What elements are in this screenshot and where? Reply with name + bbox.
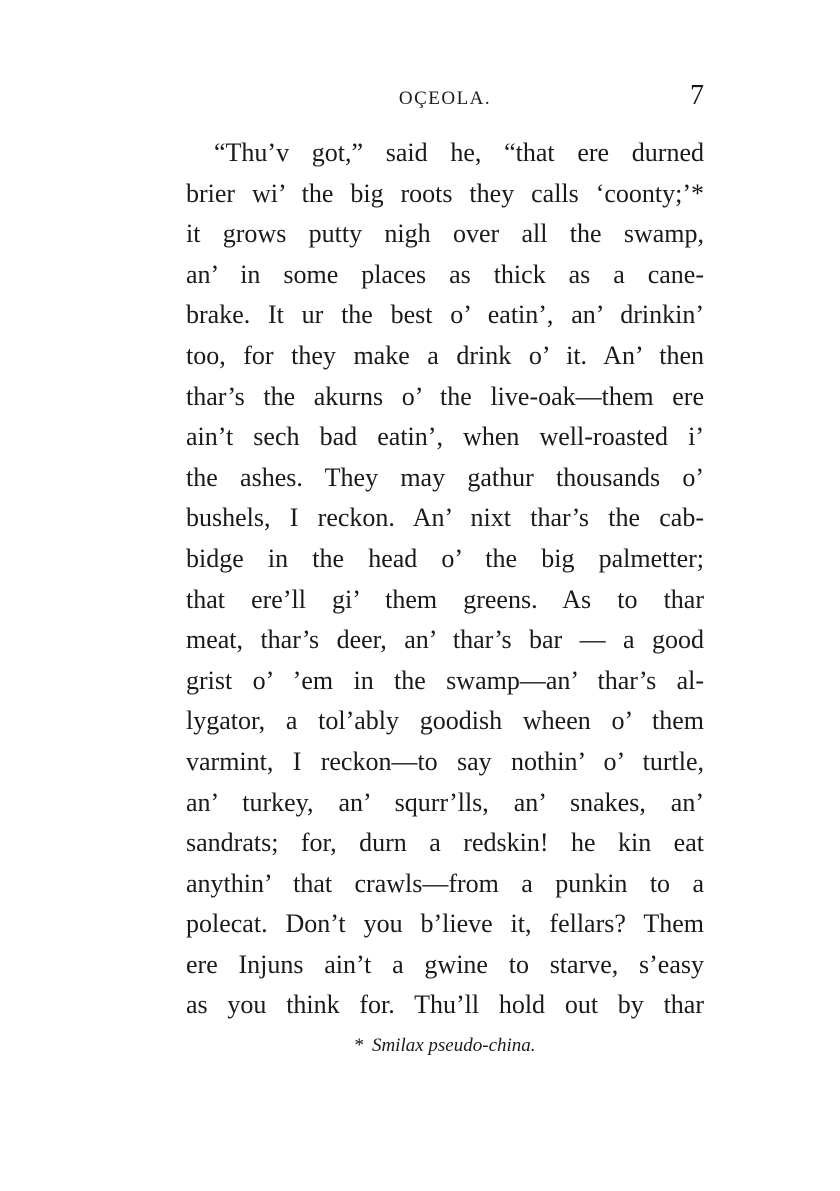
text-line: meat, thar’s deer, an’ thar’s bar — a good	[186, 625, 704, 655]
footnote-text: Smilax pseudo-china.	[371, 1035, 536, 1056]
text-line: an’ in some places as thick as a cane-	[186, 259, 704, 289]
page-number: 7	[690, 80, 704, 111]
text-line: too, for they make a drink o’ it. An’ then	[186, 340, 704, 370]
text-line: thar’s the akurns o’ the live-oak—them ere	[186, 381, 704, 411]
text-line: as you think for. Thu’ll hold out by thar	[186, 990, 704, 1020]
text-line: brier wi’ the big roots they calls ‘coonty;’*	[186, 178, 704, 208]
text-line: bushels, I reckon. An’ nixt thar’s the cab-	[186, 503, 704, 533]
page-header	[186, 80, 704, 116]
text-line: varmint, I reckon—to say nothin’ o’ turtle,	[186, 746, 704, 776]
text-line: lygator, a tol’ably goodish wheen o’ them	[186, 706, 704, 736]
text-line: polecat. Don’t you b’lieve it, fellars? Them	[186, 909, 704, 939]
text-line: sandrats; for, durn a redskin! he kin eat	[186, 828, 704, 858]
text-line: an’ turkey, an’ squrr’lls, an’ snakes, an’	[186, 787, 704, 817]
text-line: “Thu’v got,” said he, “that ere durned	[214, 138, 704, 167]
text-line: ere Injuns ain’t a gwine to starve, s’easy	[186, 949, 704, 979]
text-line: it grows putty nigh over all the swamp,	[186, 219, 704, 249]
text-line: anythin’ that crawls—from a punkin to a	[186, 868, 704, 898]
text-line: ain’t sech bad eatin’, when well-roasted i’	[186, 422, 704, 452]
body-text	[186, 133, 704, 1026]
text-line: brake. It ur the best o’ eatin’, an’ drinkin’	[186, 300, 704, 330]
footnote-mark: *	[354, 1035, 364, 1056]
footnote	[186, 1035, 704, 1057]
text-line: the ashes. They may gathur thousands o’	[186, 462, 704, 492]
text-line: grist o’ ’em in the swamp—an’ thar’s al-	[186, 665, 704, 695]
text-line: that ere’ll gi’ them greens. As to thar	[186, 584, 704, 614]
running-title: OÇEOLA.	[398, 88, 492, 109]
text-line: bidge in the head o’ the big palmetter;	[186, 543, 704, 573]
